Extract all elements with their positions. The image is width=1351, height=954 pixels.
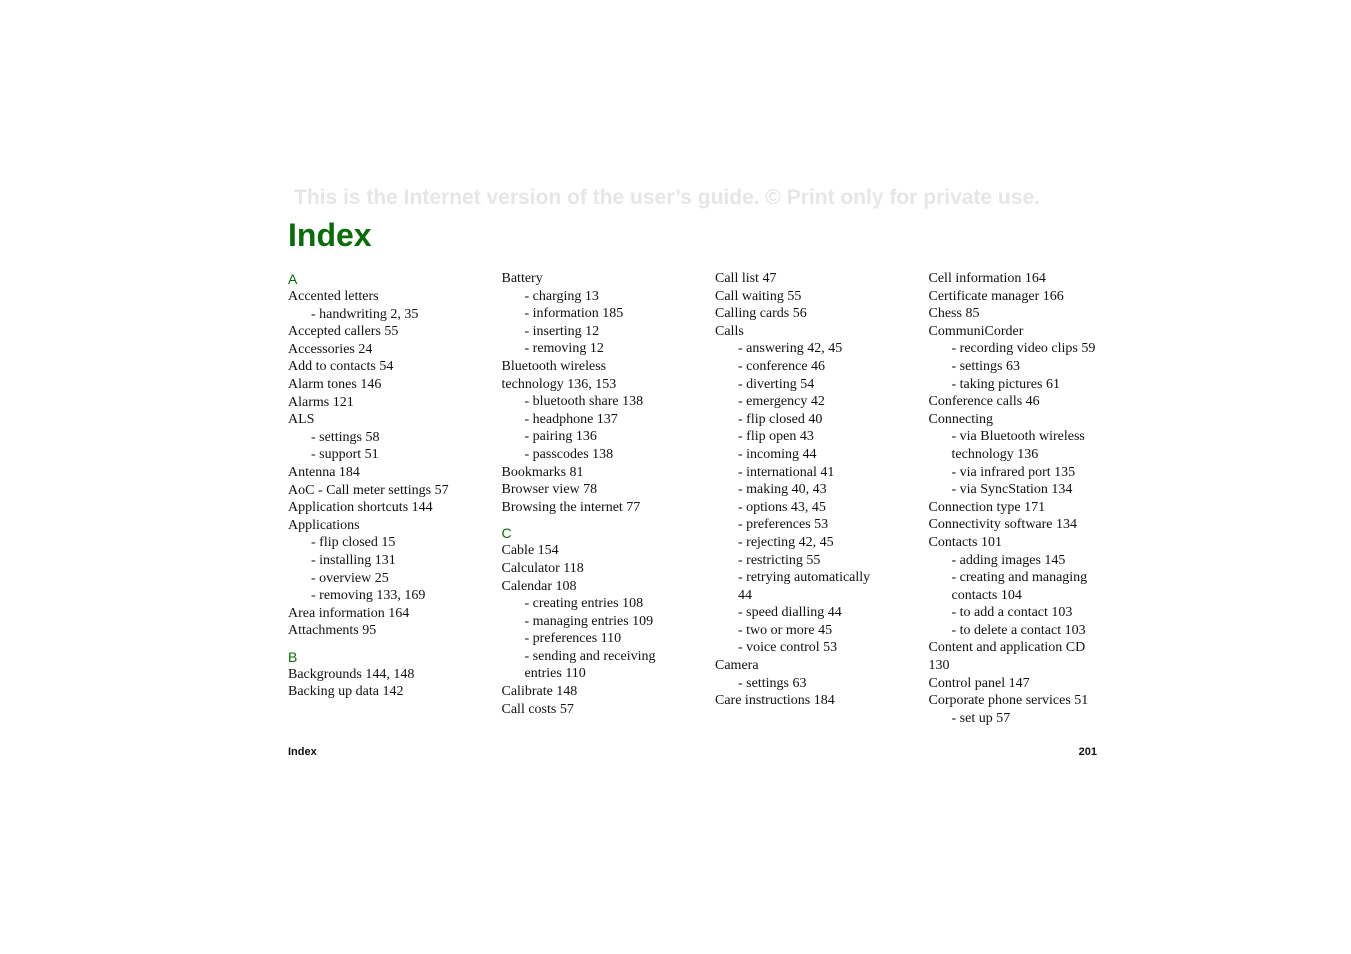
- index-subentry: technology 136: [951, 446, 1039, 462]
- index-subentry: - adding images 145: [951, 552, 1066, 568]
- index-subentry: - conference 46: [738, 358, 826, 374]
- index-subentry: - to delete a contact 103: [951, 622, 1086, 638]
- index-entry: Call list 47: [715, 271, 777, 286]
- index-entry: Alarms 121: [288, 394, 354, 410]
- index-subentry: - via SyncStation 134: [951, 482, 1073, 498]
- index-entry: Contacts 101: [928, 534, 1002, 550]
- index-entry: Bookmarks 81: [501, 464, 584, 480]
- index-subentry: - taking pictures 61: [951, 376, 1060, 392]
- index-column-2: [502, 270, 716, 727]
- index-subentry: - international 41: [738, 464, 835, 480]
- index-entry: Calendar 108: [501, 578, 577, 594]
- index-entry: Backing up data 142: [288, 684, 404, 700]
- index-subentry: - settings 63: [738, 675, 807, 691]
- index-subentry: - emergency 42: [738, 394, 825, 410]
- index-entry: Conference calls 46: [928, 394, 1040, 410]
- index-entry: Corporate phone services 51: [928, 693, 1089, 709]
- index-subentry: - set up 57: [951, 710, 1011, 726]
- index-entry: Connecting: [928, 411, 994, 427]
- index-entry: Connectivity software 134: [928, 517, 1078, 533]
- index-subentry: - incoming 44: [738, 446, 817, 462]
- index-entry: Attachments 95: [288, 623, 377, 639]
- index-subentry: - sending and receiving: [524, 648, 656, 664]
- index-entry: Backgrounds 144, 148: [288, 666, 415, 682]
- index-subentry: - support 51: [311, 447, 379, 463]
- index-subentry: - creating and managing: [951, 570, 1088, 586]
- index-subentry: - speed dialling 44: [738, 605, 842, 621]
- index-entry: Cable 154: [501, 543, 559, 559]
- index-subentry: - preferences 53: [738, 517, 829, 533]
- index-entry: Alarm tones 146: [288, 376, 382, 392]
- index-subentry: - to add a contact 103: [951, 605, 1073, 621]
- index-entry: ALS: [288, 412, 315, 428]
- index-entry: Control panel 147: [928, 675, 1030, 691]
- index-entry: Cell information 164: [928, 271, 1046, 286]
- index-entry: Browsing the internet 77: [501, 499, 641, 515]
- index-entry: 130: [928, 658, 950, 674]
- index-subentry: 44: [738, 587, 752, 603]
- index-entry: technology 136, 153: [501, 376, 617, 392]
- index-subentry: - options 43, 45: [738, 499, 826, 515]
- index-subentry: - information 185: [524, 306, 624, 322]
- index-entry: CommuniCorder: [928, 323, 1024, 339]
- index-subentry: - voice control 53: [738, 640, 838, 656]
- index-entry: Certificate manager 166: [928, 288, 1064, 304]
- index-subentry: - pairing 136: [524, 429, 597, 445]
- index-entry: AoC - Call meter settings 57: [288, 482, 449, 498]
- index-subentry: - managing entries 109: [524, 613, 654, 629]
- index-entry: Calls: [715, 323, 744, 339]
- index-entry: Applications: [288, 517, 360, 533]
- index-entry: Accepted callers 55: [288, 324, 399, 340]
- index-subentry: - settings 58: [311, 429, 380, 445]
- index-column-3: [715, 270, 929, 727]
- index-subentry: - two or more 45: [738, 622, 833, 638]
- index-entry: Bluetooth wireless: [501, 358, 607, 374]
- index-subentry: - handwriting 2, 35: [311, 306, 419, 322]
- index-entry: Calculator 118: [501, 560, 584, 576]
- index-subentry: - making 40, 43: [738, 482, 827, 498]
- index-subentry: contacts 104: [951, 587, 1022, 603]
- index-subentry: entries 110: [524, 666, 586, 682]
- index-entry: Call waiting 55: [715, 288, 802, 304]
- index-entry: Connection type 171: [928, 499, 1046, 515]
- index-column-4: [929, 270, 1109, 727]
- index-subentry: - answering 42, 45: [738, 341, 843, 357]
- footer-page-number: 201: [1078, 746, 1097, 758]
- footer-section: Index: [288, 746, 317, 758]
- watermark: This is the Internet version of the user’s guide. © Print only for private use.: [294, 186, 1040, 209]
- index-subentry: - rejecting 42, 45: [738, 534, 834, 550]
- index-subentry: - removing 133, 169: [311, 588, 426, 604]
- index-subentry: - via infrared port 135: [951, 464, 1076, 480]
- index-subentry: - creating entries 108: [524, 596, 644, 612]
- index-entry: Camera: [715, 658, 759, 674]
- index-entry: Care instructions 184: [715, 693, 835, 709]
- index-entry: Antenna 184: [288, 464, 360, 480]
- index-entry: Area information 164: [288, 605, 410, 621]
- index-entry: Application shortcuts 144: [288, 500, 433, 516]
- index-column-1: [288, 270, 502, 727]
- index-letter-heading: B: [288, 648, 298, 665]
- page-title: Index: [288, 217, 372, 253]
- index-subentry: - overview 25: [311, 570, 389, 586]
- index-subentry: - via Bluetooth wireless: [951, 429, 1085, 445]
- index-subentry: - retrying automatically: [738, 570, 871, 586]
- index-subentry: - restricting 55: [738, 552, 821, 568]
- index-columns: [288, 270, 1108, 727]
- index-subentry: - recording video clips 59: [951, 341, 1096, 357]
- index-letter-heading: C: [501, 525, 512, 542]
- index-entry: Chess 85: [928, 306, 980, 322]
- index-entry: Content and application CD: [928, 640, 1086, 656]
- index-subentry: - headphone 137: [524, 411, 618, 427]
- index-entry: Battery: [501, 271, 543, 286]
- index-subentry: - bluetooth share 138: [524, 394, 644, 410]
- index-letter-heading: A: [288, 271, 298, 287]
- index-subentry: - passcodes 138: [524, 446, 614, 462]
- index-subentry: - flip open 43: [738, 429, 814, 445]
- index-subentry: - flip closed 15: [311, 535, 396, 551]
- index-subentry: - removing 12: [524, 341, 604, 357]
- index-entry: Browser view 78: [501, 482, 598, 498]
- index-subentry: - charging 13: [524, 288, 599, 304]
- index-subentry: - diverting 54: [738, 376, 815, 392]
- index-entry: Accented letters: [288, 289, 379, 304]
- index-entry: Call costs 57: [501, 701, 574, 717]
- index-subentry: - preferences 110: [524, 631, 622, 647]
- index-subentry: - installing 131: [311, 552, 396, 568]
- index-entry: Calling cards 56: [715, 306, 807, 322]
- index-subentry: - settings 63: [951, 358, 1020, 374]
- index-subentry: - flip closed 40: [738, 411, 823, 427]
- index-entry: Accessories 24: [288, 341, 373, 357]
- index-entry: Add to contacts 54: [288, 359, 394, 375]
- index-entry: Calibrate 148: [501, 684, 578, 700]
- index-subentry: - inserting 12: [524, 323, 600, 339]
